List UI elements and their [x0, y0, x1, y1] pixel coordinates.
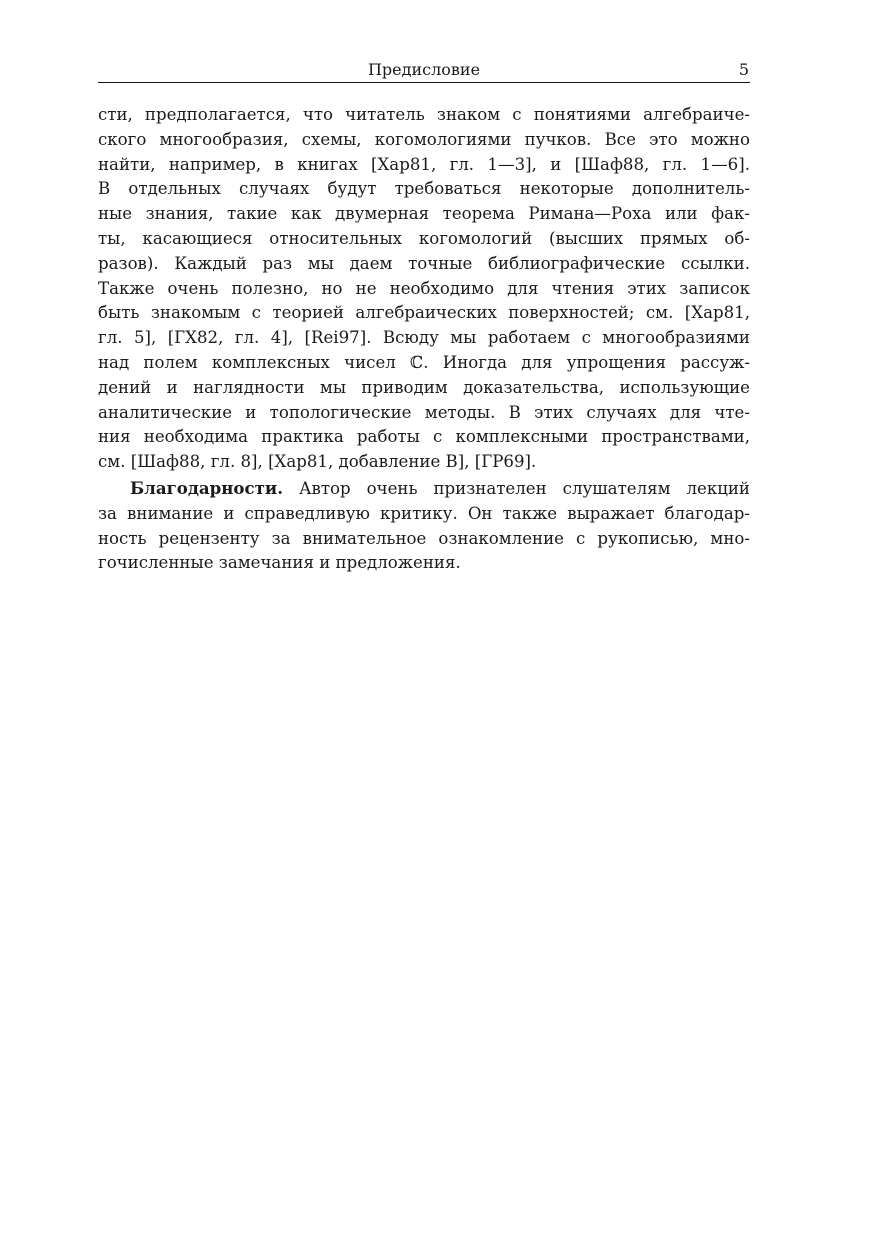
running-title: Предисловие	[367, 60, 481, 79]
acknowledgements-heading: Благодарности.	[130, 477, 283, 498]
text-line: ты, касающиеся относительных когомологий (высших прямых об-	[98, 228, 750, 248]
text-line: Также очень полезно, но не необходимо для чтения этих записок	[98, 278, 750, 298]
text-line: см. [Шаф88, гл. 8], [Хар81, добавление B], [ГР69].	[98, 452, 537, 472]
text-line: разов). Каждый раз мы даем точные библиографические ссылки.	[98, 253, 750, 273]
text-line: аналитические и топологические методы. В этих случаях для чте-	[98, 402, 750, 422]
paragraph-prerequisites	[98, 103, 750, 475]
paragraph-acknowledgements	[98, 476, 750, 576]
text-line: ные знания, такие как двумерная теорема Римана—Роха или фак-	[98, 204, 750, 224]
text-line: гочисленные замечания и предложения.	[98, 553, 461, 573]
text-line: найти, например, в книгах [Хар81, гл. 1—3], и [Шаф88, гл. 1—6].	[98, 154, 750, 174]
text-line	[98, 476, 750, 502]
body-text	[98, 103, 750, 576]
text-line: дений и наглядности мы приводим доказательства, использующие	[98, 377, 750, 397]
text-line: ского многообразия, схемы, когомологиями пучков. Все это можно	[98, 129, 750, 149]
page-header	[98, 58, 750, 83]
text-line: за внимание и справедливую критику. Он также выражает благодар-	[98, 503, 750, 523]
text-line: гл. 5], [ГХ82, гл. 4], [Rei97]. Всюду мы работаем с многообразиями	[98, 328, 750, 348]
text-line: сти, предполагается, что читатель знаком с понятиями алгебраиче-	[98, 105, 750, 124]
acknowledgements-text: Автор очень признателен слушателям лекций	[298, 478, 750, 498]
text-line: ность рецензенту за внимательное ознакомление с рукописью, мно-	[98, 528, 750, 548]
page-number: 5	[738, 60, 749, 79]
text-line: над полем комплексных чисел ℂ. Иногда для упрощения рассуж-	[98, 352, 750, 372]
text-line: ния необходима практика работы с комплексными пространствами,	[98, 427, 750, 447]
text-line: быть знакомым с теорией алгебраических поверхностей; см. [Хар81,	[98, 303, 750, 323]
text-line: В отдельных случаях будут требоваться некоторые дополнитель-	[98, 179, 750, 199]
